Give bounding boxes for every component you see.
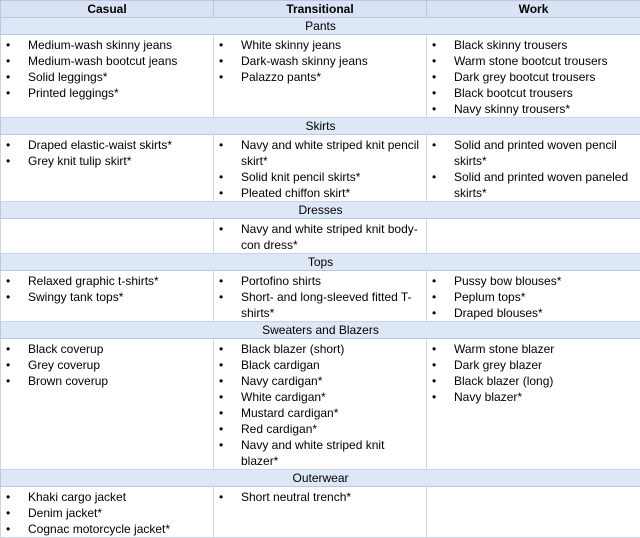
bullet-icon: •	[6, 289, 10, 305]
list-item	[430, 85, 637, 101]
section-title: Outerwear	[1, 470, 640, 487]
list-item	[217, 185, 423, 201]
item-list	[217, 37, 423, 85]
cell-transitional	[214, 35, 427, 118]
bullet-icon: •	[6, 373, 10, 389]
bullet-icon: •	[219, 357, 223, 373]
list-item	[430, 53, 637, 69]
bullet-icon: •	[432, 289, 436, 305]
item-text: Black cardigan	[241, 358, 320, 372]
bullet-icon: •	[6, 137, 10, 153]
list-item	[430, 357, 637, 373]
header-work: Work	[427, 1, 640, 18]
section-row-skirts	[1, 118, 640, 135]
item-text: Pussy bow blouses*	[454, 274, 561, 288]
item-text: Solid and printed woven paneled skirts*	[454, 170, 628, 200]
bullet-icon: •	[219, 373, 223, 389]
items-row-tops	[1, 271, 640, 322]
item-text: Short- and long-sleeved fitted T-shirts*	[241, 290, 412, 320]
list-item	[4, 137, 210, 153]
item-list	[217, 137, 423, 201]
list-item	[430, 273, 637, 289]
cell-work	[427, 487, 640, 538]
section-title: Sweaters and Blazers	[1, 322, 640, 339]
item-list	[4, 489, 210, 537]
items-row-dresses	[1, 219, 640, 254]
item-text: Palazzo pants*	[241, 70, 321, 84]
cell-transitional	[214, 339, 427, 470]
item-list	[217, 341, 423, 469]
items-row-skirts	[1, 135, 640, 202]
list-item	[430, 69, 637, 85]
bullet-icon: •	[432, 273, 436, 289]
item-text: Relaxed graphic t-shirts*	[28, 274, 159, 288]
list-item	[4, 37, 210, 53]
bullet-icon: •	[219, 37, 223, 53]
item-text: White cardigan*	[241, 390, 326, 404]
cell-casual	[1, 339, 214, 470]
list-item	[217, 169, 423, 185]
header-casual: Casual	[1, 1, 214, 18]
item-text: Portofino shirts	[241, 274, 321, 288]
section-row-dresses	[1, 202, 640, 219]
item-text: Black blazer (long)	[454, 374, 553, 388]
item-text: Black skinny trousers	[454, 38, 567, 52]
bullet-icon: •	[219, 69, 223, 85]
section-title: Tops	[1, 254, 640, 271]
items-row-pants	[1, 35, 640, 118]
item-text: Draped blouses*	[454, 306, 543, 320]
item-text: Brown coverup	[28, 374, 108, 388]
list-item	[217, 289, 423, 321]
item-text: Solid leggings*	[28, 70, 107, 84]
item-text: Printed leggings*	[28, 86, 119, 100]
item-text: Navy blazer*	[454, 390, 522, 404]
item-list	[4, 341, 210, 389]
list-item	[4, 273, 210, 289]
item-text: Short neutral trench*	[241, 490, 351, 504]
bullet-icon: •	[432, 37, 436, 53]
bullet-icon: •	[6, 69, 10, 85]
bullet-icon: •	[219, 53, 223, 69]
item-text: Navy and white striped knit pencil skirt*	[241, 138, 419, 168]
bullet-icon: •	[432, 137, 436, 153]
item-text: Navy and white striped knit body-con dress*	[241, 222, 418, 252]
item-text: Grey coverup	[28, 358, 100, 372]
header-row	[1, 1, 640, 18]
section-row-outerwear	[1, 470, 640, 487]
bullet-icon: •	[6, 273, 10, 289]
section-row-pants	[1, 18, 640, 35]
list-item	[217, 37, 423, 53]
item-list	[430, 37, 637, 117]
bullet-icon: •	[219, 273, 223, 289]
list-item	[430, 169, 637, 201]
section-title: Dresses	[1, 202, 640, 219]
item-text: Pleated chiffon skirt*	[241, 186, 350, 200]
bullet-icon: •	[432, 85, 436, 101]
cell-casual	[1, 271, 214, 322]
list-item	[4, 505, 210, 521]
list-item	[217, 273, 423, 289]
item-text: Solid and printed woven pencil skirts*	[454, 138, 617, 168]
bullet-icon: •	[219, 341, 223, 357]
bullet-icon: •	[432, 101, 436, 117]
list-item	[4, 289, 210, 305]
bullet-icon: •	[432, 389, 436, 405]
list-item	[217, 437, 423, 469]
item-text: Solid knit pencil skirts*	[241, 170, 360, 184]
list-item	[217, 421, 423, 437]
cell-work	[427, 339, 640, 470]
items-row-outerwear	[1, 487, 640, 538]
bullet-icon: •	[432, 69, 436, 85]
item-text: Warm stone bootcut trousers	[454, 54, 608, 68]
bullet-icon: •	[6, 37, 10, 53]
bullet-icon: •	[6, 153, 10, 169]
list-item	[4, 357, 210, 373]
list-item	[4, 153, 210, 169]
item-list	[430, 137, 637, 201]
list-item	[430, 137, 637, 169]
bullet-icon: •	[6, 489, 10, 505]
header-transitional: Transitional	[214, 1, 427, 18]
bullet-icon: •	[6, 53, 10, 69]
list-item	[217, 489, 423, 505]
list-item	[4, 85, 210, 101]
bullet-icon: •	[219, 489, 223, 505]
list-item	[430, 373, 637, 389]
list-item	[4, 69, 210, 85]
bullet-icon: •	[219, 185, 223, 201]
list-item	[217, 341, 423, 357]
item-text: Draped elastic-waist skirts*	[28, 138, 172, 152]
section-title: Skirts	[1, 118, 640, 135]
item-text: Denim jacket*	[28, 506, 102, 520]
table-body	[1, 18, 640, 538]
list-item	[430, 305, 637, 321]
item-text: Navy skinny trousers*	[454, 102, 570, 116]
list-item	[430, 101, 637, 117]
bullet-icon: •	[219, 405, 223, 421]
bullet-icon: •	[6, 505, 10, 521]
bullet-icon: •	[6, 357, 10, 373]
item-text: Black bootcut trousers	[454, 86, 573, 100]
item-text: Peplum tops*	[454, 290, 525, 304]
list-item	[4, 373, 210, 389]
item-text: Black coverup	[28, 342, 103, 356]
list-item	[4, 521, 210, 537]
bullet-icon: •	[219, 137, 223, 153]
list-item	[217, 53, 423, 69]
cell-casual	[1, 219, 214, 254]
list-item	[217, 69, 423, 85]
section-row-sweaters-and-blazers	[1, 322, 640, 339]
cell-work	[427, 35, 640, 118]
item-text: Mustard cardigan*	[241, 406, 338, 420]
item-text: Cognac motorcycle jacket*	[28, 522, 170, 536]
cell-casual	[1, 487, 214, 538]
item-list	[4, 273, 210, 305]
item-text: Khaki cargo jacket	[28, 490, 126, 504]
item-list	[4, 37, 210, 101]
list-item	[217, 405, 423, 421]
cell-casual	[1, 135, 214, 202]
cell-transitional	[214, 487, 427, 538]
cell-transitional	[214, 135, 427, 202]
bullet-icon: •	[219, 289, 223, 305]
bullet-icon: •	[432, 169, 436, 185]
item-text: Dark-wash skinny jeans	[241, 54, 368, 68]
list-item	[430, 289, 637, 305]
bullet-icon: •	[432, 357, 436, 373]
section-row-tops	[1, 254, 640, 271]
list-item	[430, 341, 637, 357]
item-text: Dark grey bootcut trousers	[454, 70, 595, 84]
item-text: Warm stone blazer	[454, 342, 554, 356]
items-row-sweaters-and-blazers	[1, 339, 640, 470]
list-item	[217, 389, 423, 405]
cell-transitional	[214, 271, 427, 322]
item-list	[430, 273, 637, 321]
list-item	[430, 389, 637, 405]
cell-work	[427, 219, 640, 254]
item-text: Navy cardigan*	[241, 374, 322, 388]
item-list	[4, 137, 210, 169]
item-list	[217, 273, 423, 321]
item-text: Red cardigan*	[241, 422, 317, 436]
item-text: Medium-wash bootcut jeans	[28, 54, 177, 68]
section-title: Pants	[1, 18, 640, 35]
list-item	[4, 341, 210, 357]
bullet-icon: •	[219, 389, 223, 405]
bullet-icon: •	[6, 85, 10, 101]
bullet-icon: •	[6, 341, 10, 357]
item-text: Dark grey blazer	[454, 358, 542, 372]
bullet-icon: •	[219, 221, 223, 237]
bullet-icon: •	[219, 437, 223, 453]
bullet-icon: •	[432, 53, 436, 69]
item-text: Black blazer (short)	[241, 342, 344, 356]
bullet-icon: •	[219, 169, 223, 185]
bullet-icon: •	[432, 305, 436, 321]
item-list	[217, 489, 423, 505]
list-item	[217, 221, 423, 253]
item-list	[430, 341, 637, 405]
cell-transitional	[214, 219, 427, 254]
item-text: Grey knit tulip skirt*	[28, 154, 131, 168]
cell-work	[427, 135, 640, 202]
list-item	[430, 37, 637, 53]
item-text: White skinny jeans	[241, 38, 341, 52]
bullet-icon: •	[6, 521, 10, 537]
list-item	[217, 373, 423, 389]
item-text: Swingy tank tops*	[28, 290, 123, 304]
list-item	[217, 357, 423, 373]
list-item	[217, 137, 423, 169]
item-list	[217, 221, 423, 253]
bullet-icon: •	[432, 373, 436, 389]
list-item	[4, 489, 210, 505]
bullet-icon: •	[432, 341, 436, 357]
cell-casual	[1, 35, 214, 118]
item-text: Navy and white striped knit blazer*	[241, 438, 384, 468]
list-item	[4, 53, 210, 69]
item-text: Medium-wash skinny jeans	[28, 38, 172, 52]
cell-work	[427, 271, 640, 322]
bullet-icon: •	[219, 421, 223, 437]
